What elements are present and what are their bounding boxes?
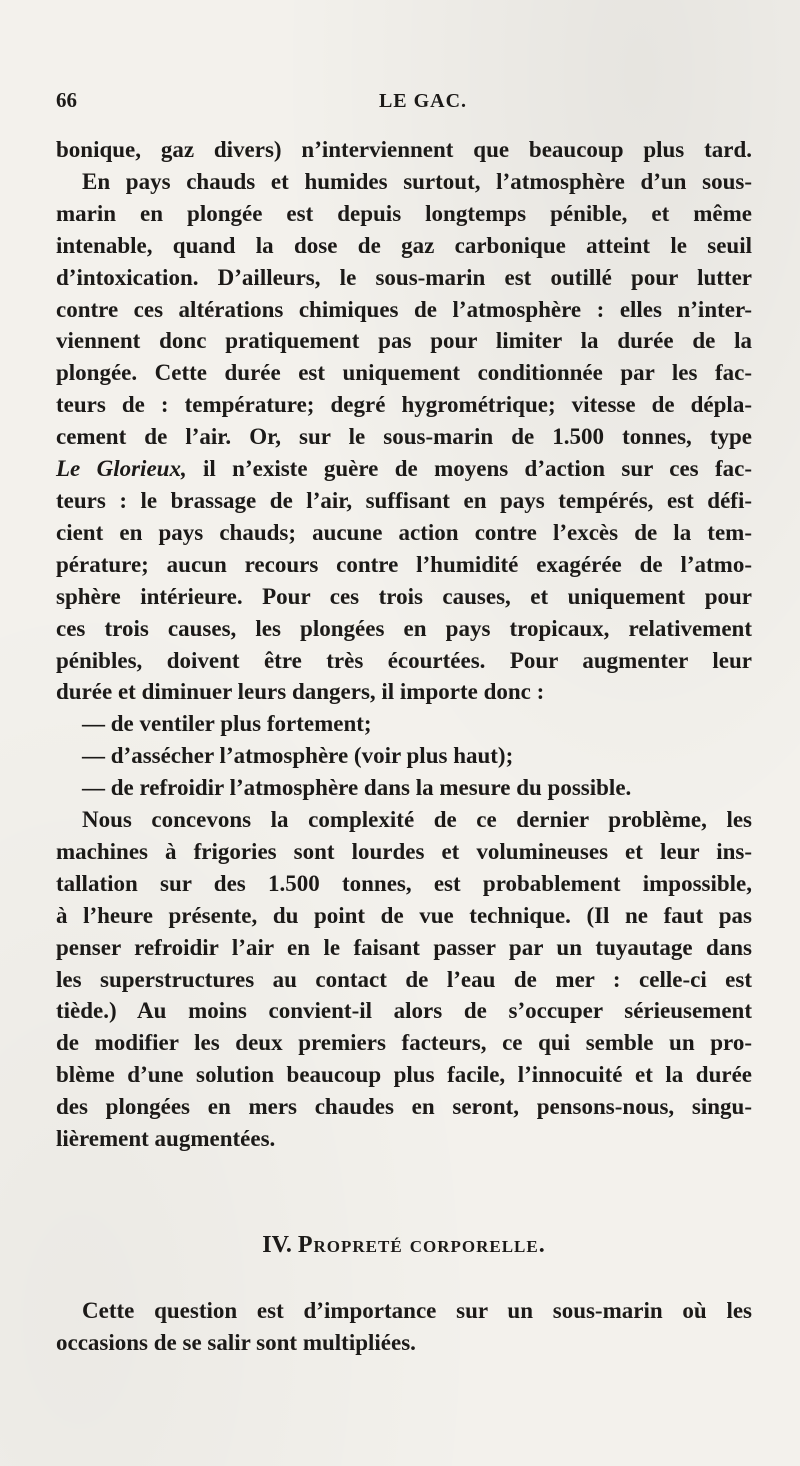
text-line: marin en plongée est depuis longtemps pénible, et même	[56, 200, 752, 226]
text-line: tiède.) Au moins convient-il alors de s’occuper sérieusement	[56, 998, 752, 1024]
running-title: LE GAC.	[378, 90, 468, 112]
paragraph-2	[56, 804, 752, 1155]
text-fragment: il n’existe guère de moyens d’action sur ces fac-	[186, 456, 752, 482]
main-text	[56, 134, 752, 1155]
text-line: les superstructures au contact de l’eau de mer : celle-ci est	[56, 966, 752, 992]
text-line: En pays chauds et humides surtout, l’atmosphère d’un sous-	[82, 168, 752, 194]
section-number: IV.	[262, 1232, 292, 1258]
text-line: pénibles, doivent être très écourtées. Pour augmenter leur	[56, 647, 752, 673]
text-line: tallation sur des 1.500 tonnes, est probablement impossible,	[56, 870, 752, 896]
list	[56, 708, 752, 804]
list-item: — de ventiler plus fortement;	[82, 711, 372, 737]
text-line: penser refroidir l’air en le faisant passer par un tuyautage dans	[56, 934, 752, 960]
text-line: sphère intérieure. Pour ces trois causes, et uniquement pour	[56, 583, 752, 609]
text-line: pérature; aucun recours contre l’humidité exagérée de l’atmo-	[56, 551, 752, 577]
text-line: plongée. Cette durée est uniquement conditionnée par les fac-	[56, 360, 752, 386]
page-header	[56, 88, 750, 116]
text-line: Cette question est d’importance sur un sous-marin où les	[82, 1298, 752, 1323]
page-number: 66	[56, 88, 77, 112]
section-heading	[56, 1232, 752, 1259]
section-title: Propreté corporelle.	[297, 1232, 546, 1258]
text-line	[56, 453, 752, 485]
text-line: de modifier les deux premiers facteurs, ce qui semble un pro-	[56, 1030, 752, 1056]
text-line: bonique, gaz divers) n’interviennent que beaucoup plus tard.	[56, 137, 752, 162]
text-line: teurs de : température; degré hygrométrique; vitesse de dépla-	[56, 392, 752, 418]
text-line: machines à frigories sont lourdes et volumineuses et leur ins-	[56, 838, 752, 864]
ship-name: Le Glorieux,	[56, 456, 187, 482]
text-line: occasions de se salir sont multipliées.	[56, 1330, 416, 1355]
text-line: durée et diminuer leurs dangers, il importe donc :	[56, 679, 545, 705]
text-line: Nous concevons la complexité de ce dernier problème, les	[82, 807, 752, 833]
text-line: lièrement augmentées.	[56, 1126, 276, 1152]
paragraph-1	[56, 134, 752, 708]
list-item: — d’assécher l’atmosphère (voir plus haut);	[82, 743, 514, 769]
text-line: à l’heure présente, du point de vue technique. (Il ne faut pas	[56, 902, 752, 928]
text-line: cement de l’air. Or, sur le sous-marin de 1.500 tonnes, type	[56, 424, 752, 450]
text-line: ces trois causes, les plongées en pays tropicaux, relativement	[56, 615, 752, 641]
text-line: intenable, quand la dose de gaz carbonique atteint le seuil	[56, 232, 752, 258]
text-line: cient en pays chauds; aucune action contre l’excès de la tem-	[56, 519, 752, 545]
text-line: viennent donc pratiquement pas pour limiter la durée de la	[56, 328, 752, 354]
text-line: d’intoxication. D’ailleurs, le sous-marin est outillé pour lutter	[56, 264, 752, 290]
text-line: contre ces altérations chimiques de l’atmosphère : elles n’inter-	[56, 296, 752, 322]
text-line: blème d’une solution beaucoup plus facile, l’innocuité et la durée	[56, 1062, 752, 1088]
list-item: — de refroidir l’atmosphère dans la mesure du possible.	[82, 775, 632, 801]
text-line: des plongées en mers chaudes en seront, pensons-nous, singu-	[56, 1094, 752, 1120]
text-line: teurs : le brassage de l’air, suffisant en pays tempérés, est défi-	[56, 487, 752, 513]
section-body	[56, 1295, 752, 1359]
